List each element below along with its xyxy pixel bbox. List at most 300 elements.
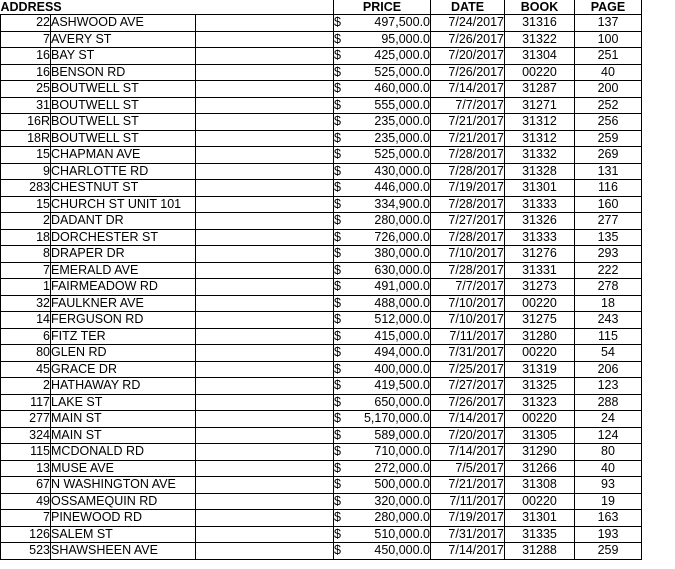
date-cell: 7/28/2017 [431, 196, 505, 213]
date-cell: 7/24/2017 [431, 15, 505, 32]
table-row [1, 427, 642, 444]
spacer-cell [196, 262, 334, 279]
table-row [1, 460, 642, 477]
page-cell: 54 [575, 345, 642, 362]
table-row [1, 279, 642, 296]
table-row [1, 48, 642, 65]
address-street: SHAWSHEEN AVE [51, 543, 196, 560]
address-number: 1 [1, 279, 51, 296]
date-cell: 7/28/2017 [431, 229, 505, 246]
price-cell: 430,000.0 [351, 163, 431, 180]
table-row [1, 394, 642, 411]
book-cell: 31312 [505, 114, 575, 131]
currency-symbol: $ [334, 543, 351, 560]
table-row [1, 328, 642, 345]
address-number: 117 [1, 394, 51, 411]
address-number: 7 [1, 262, 51, 279]
address-number: 2 [1, 213, 51, 230]
date-cell: 7/31/2017 [431, 526, 505, 543]
table-row [1, 312, 642, 329]
page-cell: 40 [575, 460, 642, 477]
price-cell: 400,000.0 [351, 361, 431, 378]
address-number: 22 [1, 15, 51, 32]
header-page: PAGE [575, 0, 642, 15]
address-street: BENSON RD [51, 64, 196, 81]
price-cell: 419,500.0 [351, 378, 431, 395]
price-cell: 380,000.0 [351, 246, 431, 263]
book-cell: 31301 [505, 180, 575, 197]
book-cell: 31275 [505, 312, 575, 329]
book-cell: 31319 [505, 361, 575, 378]
page-cell: 124 [575, 427, 642, 444]
spacer-cell [196, 427, 334, 444]
table-row [1, 147, 642, 164]
book-cell: 00220 [505, 493, 575, 510]
address-street: BOUTWELL ST [51, 97, 196, 114]
price-cell: 650,000.0 [351, 394, 431, 411]
price-cell: 726,000.0 [351, 229, 431, 246]
address-number: 25 [1, 81, 51, 98]
price-cell: 235,000.0 [351, 114, 431, 131]
table-row [1, 493, 642, 510]
address-street: DORCHESTER ST [51, 229, 196, 246]
page-cell: 18 [575, 295, 642, 312]
currency-symbol: $ [334, 361, 351, 378]
date-cell: 7/7/2017 [431, 97, 505, 114]
book-cell: 31301 [505, 510, 575, 527]
spacer-cell [196, 130, 334, 147]
currency-symbol: $ [334, 81, 351, 98]
price-cell: 494,000.0 [351, 345, 431, 362]
address-street: FERGUSON RD [51, 312, 196, 329]
header-price: PRICE [334, 0, 431, 15]
currency-symbol: $ [334, 31, 351, 48]
date-cell: 7/21/2017 [431, 114, 505, 131]
address-street: DADANT DR [51, 213, 196, 230]
price-cell: 272,000.0 [351, 460, 431, 477]
page-cell: 163 [575, 510, 642, 527]
currency-symbol: $ [334, 196, 351, 213]
date-cell: 7/26/2017 [431, 64, 505, 81]
header-book: BOOK [505, 0, 575, 15]
address-street: MUSE AVE [51, 460, 196, 477]
table-row [1, 526, 642, 543]
book-cell: 31305 [505, 427, 575, 444]
currency-symbol: $ [334, 229, 351, 246]
currency-symbol: $ [334, 295, 351, 312]
date-cell: 7/11/2017 [431, 328, 505, 345]
price-cell: 425,000.0 [351, 48, 431, 65]
address-street: CHARLOTTE RD [51, 163, 196, 180]
address-number: 9 [1, 163, 51, 180]
address-number: 16 [1, 64, 51, 81]
book-cell: 31288 [505, 543, 575, 560]
spacer-cell [196, 444, 334, 461]
address-number: 2 [1, 378, 51, 395]
address-number: 523 [1, 543, 51, 560]
page-cell: 80 [575, 444, 642, 461]
currency-symbol: $ [334, 427, 351, 444]
date-cell: 7/21/2017 [431, 477, 505, 494]
currency-symbol: $ [334, 246, 351, 263]
price-cell: 555,000.0 [351, 97, 431, 114]
page-cell: 277 [575, 213, 642, 230]
book-cell: 31333 [505, 196, 575, 213]
page-cell: 131 [575, 163, 642, 180]
date-cell: 7/26/2017 [431, 31, 505, 48]
price-cell: 630,000.0 [351, 262, 431, 279]
spacer-cell [196, 64, 334, 81]
table-row [1, 295, 642, 312]
date-cell: 7/10/2017 [431, 246, 505, 263]
page-cell: 100 [575, 31, 642, 48]
table-row [1, 163, 642, 180]
date-cell: 7/28/2017 [431, 163, 505, 180]
currency-symbol: $ [334, 64, 351, 81]
address-number: 126 [1, 526, 51, 543]
address-number: 67 [1, 477, 51, 494]
spacer-cell [196, 312, 334, 329]
address-number: 324 [1, 427, 51, 444]
book-cell: 31328 [505, 163, 575, 180]
page-cell: 123 [575, 378, 642, 395]
address-number: 14 [1, 312, 51, 329]
price-cell: 497,500.0 [351, 15, 431, 32]
price-cell: 525,000.0 [351, 147, 431, 164]
table-row [1, 180, 642, 197]
page-cell: 259 [575, 130, 642, 147]
book-cell: 31290 [505, 444, 575, 461]
price-cell: 491,000.0 [351, 279, 431, 296]
page-cell: 137 [575, 15, 642, 32]
currency-symbol: $ [334, 180, 351, 197]
page-cell: 293 [575, 246, 642, 263]
address-number: 49 [1, 493, 51, 510]
date-cell: 7/14/2017 [431, 444, 505, 461]
date-cell: 7/14/2017 [431, 543, 505, 560]
book-cell: 31312 [505, 130, 575, 147]
price-cell: 446,000.0 [351, 180, 431, 197]
currency-symbol: $ [334, 262, 351, 279]
price-cell: 5,170,000.0 [351, 411, 431, 428]
date-cell: 7/10/2017 [431, 312, 505, 329]
date-cell: 7/21/2017 [431, 130, 505, 147]
address-number: 45 [1, 361, 51, 378]
book-cell: 31271 [505, 97, 575, 114]
table-body [1, 15, 642, 560]
address-number: 18R [1, 130, 51, 147]
currency-symbol: $ [334, 130, 351, 147]
address-street: PINEWOOD RD [51, 510, 196, 527]
address-street: BOUTWELL ST [51, 81, 196, 98]
currency-symbol: $ [334, 526, 351, 543]
address-number: 277 [1, 411, 51, 428]
spacer-cell [196, 345, 334, 362]
address-street: FAIRMEADOW RD [51, 279, 196, 296]
spacer-cell [196, 526, 334, 543]
address-street: BOUTWELL ST [51, 130, 196, 147]
spacer-cell [196, 97, 334, 114]
date-cell: 7/11/2017 [431, 493, 505, 510]
spacer-cell [196, 378, 334, 395]
book-cell: 31322 [505, 31, 575, 48]
address-street: AVERY ST [51, 31, 196, 48]
spacer-cell [196, 295, 334, 312]
table-row [1, 411, 642, 428]
page-cell: 269 [575, 147, 642, 164]
currency-symbol: $ [334, 213, 351, 230]
table-header [1, 0, 642, 15]
spacer-cell [196, 114, 334, 131]
book-cell: 31333 [505, 229, 575, 246]
table-row [1, 31, 642, 48]
spacer-cell [196, 510, 334, 527]
header-address: ADDRESS [1, 0, 334, 15]
address-street: CHAPMAN AVE [51, 147, 196, 164]
currency-symbol: $ [334, 411, 351, 428]
spacer-cell [196, 493, 334, 510]
price-cell: 235,000.0 [351, 130, 431, 147]
page-cell: 93 [575, 477, 642, 494]
price-cell: 415,000.0 [351, 328, 431, 345]
table-row [1, 510, 642, 527]
currency-symbol: $ [334, 312, 351, 329]
spacer-cell [196, 328, 334, 345]
table-row [1, 444, 642, 461]
spacer-cell [196, 81, 334, 98]
address-number: 15 [1, 196, 51, 213]
date-cell: 7/20/2017 [431, 48, 505, 65]
address-street: BOUTWELL ST [51, 114, 196, 131]
page-cell: 243 [575, 312, 642, 329]
spacer-cell [196, 246, 334, 263]
price-cell: 320,000.0 [351, 493, 431, 510]
page-cell: 259 [575, 543, 642, 560]
address-street: SALEM ST [51, 526, 196, 543]
page-cell: 24 [575, 411, 642, 428]
book-cell: 00220 [505, 64, 575, 81]
page-cell: 19 [575, 493, 642, 510]
date-cell: 7/25/2017 [431, 361, 505, 378]
address-number: 13 [1, 460, 51, 477]
table-row [1, 345, 642, 362]
spacer-cell [196, 48, 334, 65]
address-street: FITZ TER [51, 328, 196, 345]
currency-symbol: $ [334, 493, 351, 510]
page-cell: 206 [575, 361, 642, 378]
currency-symbol: $ [334, 394, 351, 411]
address-street: MAIN ST [51, 411, 196, 428]
spacer-cell [196, 180, 334, 197]
page-cell: 40 [575, 64, 642, 81]
price-cell: 488,000.0 [351, 295, 431, 312]
price-cell: 280,000.0 [351, 510, 431, 527]
table-row [1, 64, 642, 81]
date-cell: 7/28/2017 [431, 147, 505, 164]
header-date: DATE [431, 0, 505, 15]
book-cell: 00220 [505, 411, 575, 428]
address-number: 16R [1, 114, 51, 131]
page-cell: 135 [575, 229, 642, 246]
currency-symbol: $ [334, 444, 351, 461]
spacer-cell [196, 213, 334, 230]
page-cell: 222 [575, 262, 642, 279]
table-row [1, 246, 642, 263]
spacer-cell [196, 279, 334, 296]
price-cell: 95,000.0 [351, 31, 431, 48]
address-street: OSSAMEQUIN RD [51, 493, 196, 510]
table-row [1, 543, 642, 560]
book-cell: 31335 [505, 526, 575, 543]
address-street: HATHAWAY RD [51, 378, 196, 395]
currency-symbol: $ [334, 15, 351, 32]
table-row [1, 114, 642, 131]
address-number: 115 [1, 444, 51, 461]
spacer-cell [196, 411, 334, 428]
table-row [1, 15, 642, 32]
price-cell: 460,000.0 [351, 81, 431, 98]
address-number: 31 [1, 97, 51, 114]
currency-symbol: $ [334, 279, 351, 296]
address-number: 7 [1, 31, 51, 48]
table-row [1, 81, 642, 98]
spacer-cell [196, 31, 334, 48]
spacer-cell [196, 361, 334, 378]
page-cell: 251 [575, 48, 642, 65]
address-street: MAIN ST [51, 427, 196, 444]
book-cell: 31276 [505, 246, 575, 263]
price-cell: 500,000.0 [351, 477, 431, 494]
price-cell: 450,000.0 [351, 543, 431, 560]
spacer-cell [196, 394, 334, 411]
page-cell: 115 [575, 328, 642, 345]
book-cell: 31325 [505, 378, 575, 395]
spacer-cell [196, 147, 334, 164]
currency-symbol: $ [334, 48, 351, 65]
date-cell: 7/26/2017 [431, 394, 505, 411]
currency-symbol: $ [334, 97, 351, 114]
date-cell: 7/10/2017 [431, 295, 505, 312]
address-number: 8 [1, 246, 51, 263]
book-cell: 31323 [505, 394, 575, 411]
date-cell: 7/19/2017 [431, 510, 505, 527]
table-row [1, 130, 642, 147]
page-cell: 256 [575, 114, 642, 131]
address-street: FAULKNER AVE [51, 295, 196, 312]
price-cell: 710,000.0 [351, 444, 431, 461]
currency-symbol: $ [334, 163, 351, 180]
book-cell: 31273 [505, 279, 575, 296]
table-row [1, 262, 642, 279]
address-street: DRAPER DR [51, 246, 196, 263]
table-row [1, 97, 642, 114]
price-cell: 334,900.0 [351, 196, 431, 213]
address-number: 80 [1, 345, 51, 362]
address-street: LAKE ST [51, 394, 196, 411]
price-cell: 512,000.0 [351, 312, 431, 329]
spacer-cell [196, 196, 334, 213]
address-number: 15 [1, 147, 51, 164]
currency-symbol: $ [334, 460, 351, 477]
address-street: N WASHINGTON AVE [51, 477, 196, 494]
book-cell: 31331 [505, 262, 575, 279]
spacer-cell [196, 229, 334, 246]
spacer-cell [196, 477, 334, 494]
book-cell: 00220 [505, 345, 575, 362]
book-cell: 31280 [505, 328, 575, 345]
date-cell: 7/20/2017 [431, 427, 505, 444]
book-cell: 00220 [505, 295, 575, 312]
address-street: CHURCH ST UNIT 101 [51, 196, 196, 213]
address-number: 18 [1, 229, 51, 246]
table-row [1, 477, 642, 494]
date-cell: 7/14/2017 [431, 411, 505, 428]
date-cell: 7/14/2017 [431, 81, 505, 98]
book-cell: 31332 [505, 147, 575, 164]
address-number: 283 [1, 180, 51, 197]
table-row [1, 229, 642, 246]
spacer-cell [196, 15, 334, 32]
date-cell: 7/27/2017 [431, 378, 505, 395]
book-cell: 31316 [505, 15, 575, 32]
address-street: CHESTNUT ST [51, 180, 196, 197]
table-row [1, 213, 642, 230]
date-cell: 7/19/2017 [431, 180, 505, 197]
book-cell: 31308 [505, 477, 575, 494]
address-number: 7 [1, 510, 51, 527]
currency-symbol: $ [334, 510, 351, 527]
address-number: 16 [1, 48, 51, 65]
book-cell: 31266 [505, 460, 575, 477]
price-cell: 525,000.0 [351, 64, 431, 81]
page-cell: 200 [575, 81, 642, 98]
currency-symbol: $ [334, 345, 351, 362]
price-cell: 589,000.0 [351, 427, 431, 444]
table-row [1, 196, 642, 213]
date-cell: 7/28/2017 [431, 262, 505, 279]
address-street: GLEN RD [51, 345, 196, 362]
address-street: EMERALD AVE [51, 262, 196, 279]
address-street: ASHWOOD AVE [51, 15, 196, 32]
address-number: 32 [1, 295, 51, 312]
page-cell: 252 [575, 97, 642, 114]
address-street: GRACE DR [51, 361, 196, 378]
spacer-cell [196, 163, 334, 180]
price-cell: 280,000.0 [351, 213, 431, 230]
page-cell: 193 [575, 526, 642, 543]
currency-symbol: $ [334, 114, 351, 131]
page-cell: 278 [575, 279, 642, 296]
book-cell: 31326 [505, 213, 575, 230]
page-cell: 288 [575, 394, 642, 411]
date-cell: 7/7/2017 [431, 279, 505, 296]
address-street: MCDONALD RD [51, 444, 196, 461]
currency-symbol: $ [334, 147, 351, 164]
address-number: 6 [1, 328, 51, 345]
spacer-cell [196, 543, 334, 560]
price-cell: 510,000.0 [351, 526, 431, 543]
currency-symbol: $ [334, 477, 351, 494]
spacer-cell [196, 460, 334, 477]
date-cell: 7/5/2017 [431, 460, 505, 477]
page-cell: 116 [575, 180, 642, 197]
date-cell: 7/31/2017 [431, 345, 505, 362]
address-street: BAY ST [51, 48, 196, 65]
currency-symbol: $ [334, 378, 351, 395]
date-cell: 7/27/2017 [431, 213, 505, 230]
book-cell: 31304 [505, 48, 575, 65]
currency-symbol: $ [334, 328, 351, 345]
